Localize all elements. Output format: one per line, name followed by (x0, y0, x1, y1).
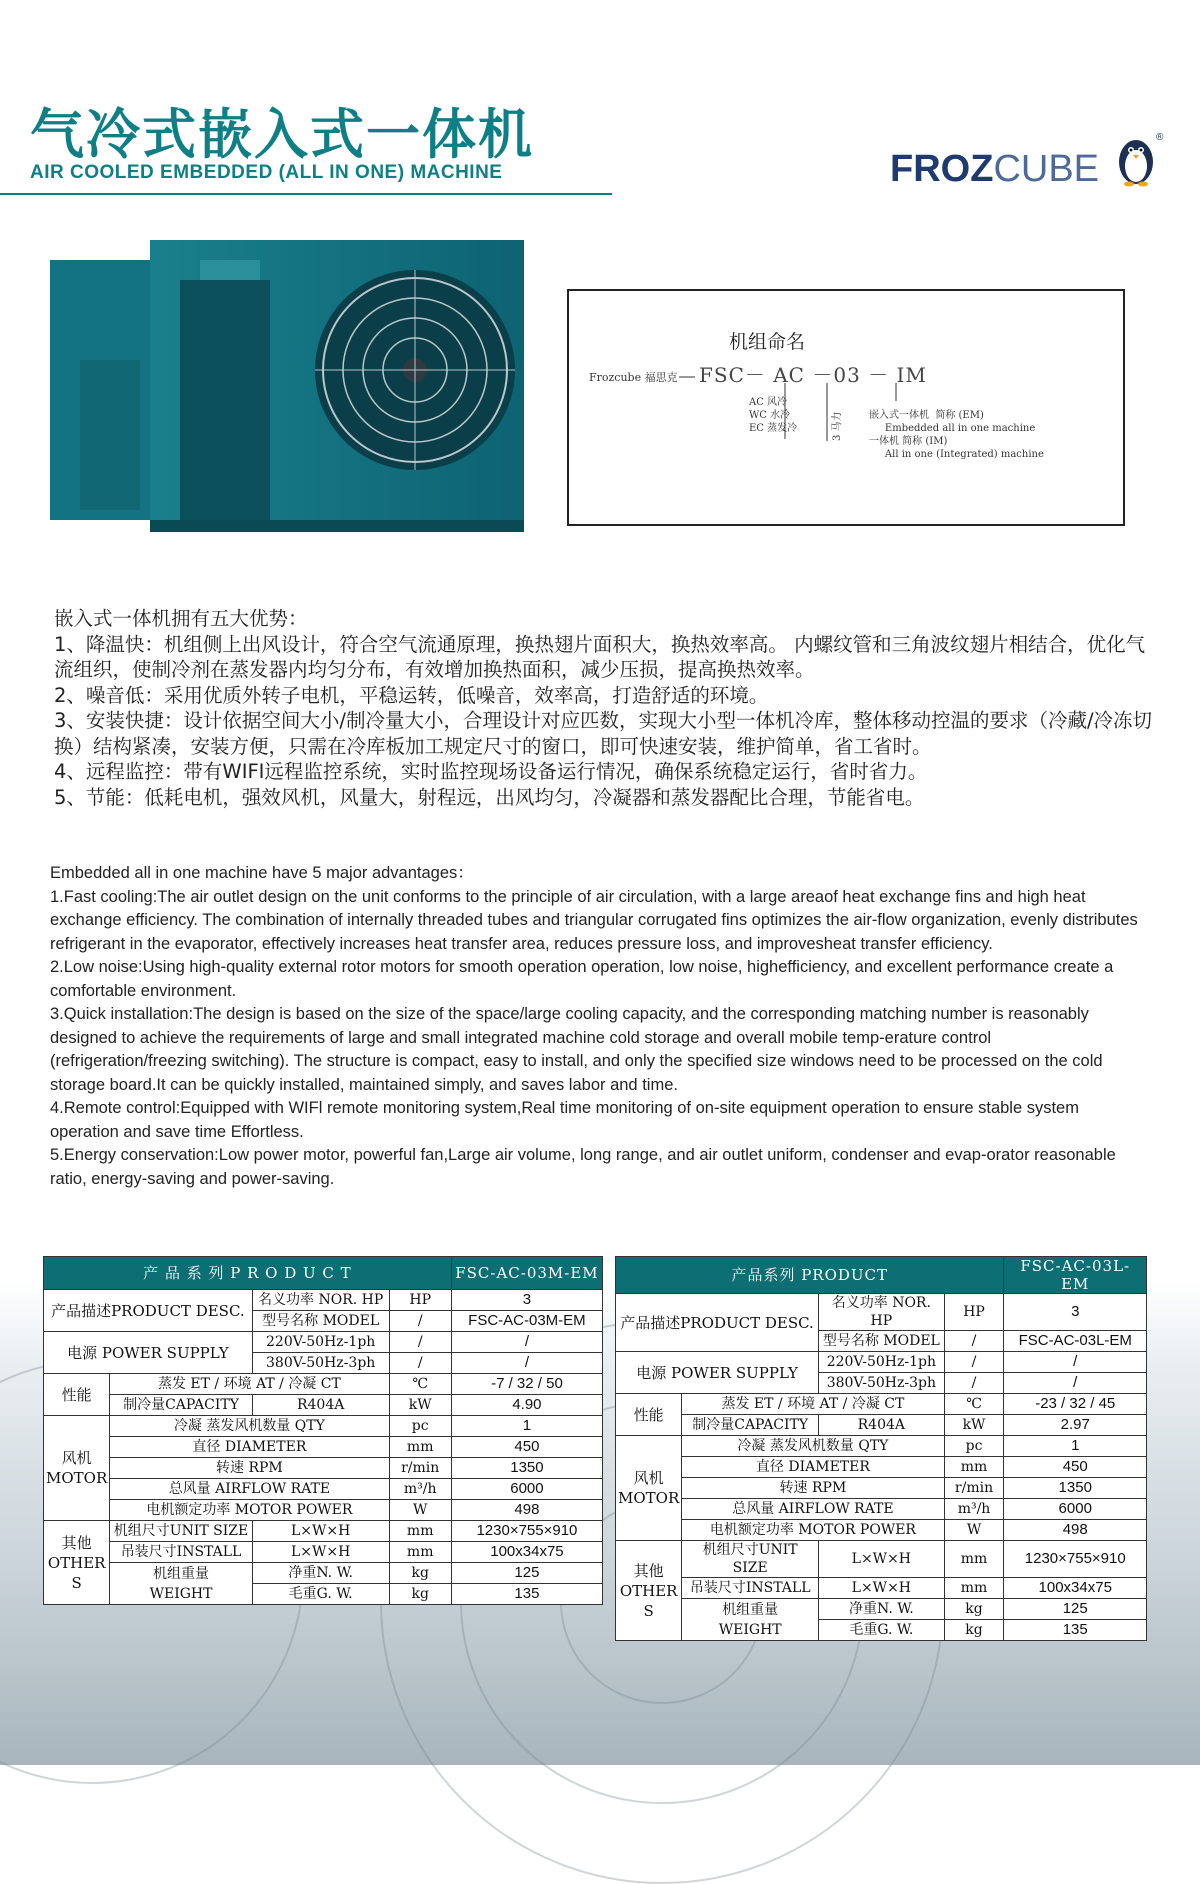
spec-table-03m (43, 1256, 603, 1605)
group-other: 其他 OTHER S (616, 1541, 682, 1641)
cell-unit: r/min (944, 1478, 1004, 1499)
cell-unit: mm (944, 1541, 1004, 1578)
table-head-label: 产品系列 PRODUCT (616, 1257, 1004, 1294)
cell-label: 电机额定功率 MOTOR POWER (682, 1520, 944, 1541)
cell-value: / (1004, 1352, 1147, 1373)
cell-label: 型号名称 MODEL (819, 1331, 944, 1352)
title-underline (0, 193, 612, 195)
cell-value: / (1004, 1373, 1147, 1394)
advantages-en-intro: Embedded all in one machine have 5 major advantages： (50, 864, 474, 882)
cell-label: 转速 RPM (682, 1478, 944, 1499)
cell-value: 498 (451, 1500, 602, 1521)
table-head-model: FSC-AC-03L-EM (1004, 1257, 1147, 1294)
group-performance: 性能 (44, 1374, 110, 1416)
cell-unit: HP (944, 1294, 1004, 1331)
cell-value: 100x34x75 (451, 1542, 602, 1563)
cell-label: 220V-50Hz-1ph (819, 1352, 944, 1373)
cell-label: 蒸发 ET / 环境 AT / 冷凝 CT (682, 1394, 944, 1415)
cell-unit: ℃ (389, 1374, 451, 1395)
advantage-en-4: 4.Remote control:Equipped with WIFl remote monitoring system,Real time monitoring of on-site equipment operation to ensure stable system operation and save time Effortless. (50, 1099, 1079, 1141)
cell-value: / (451, 1353, 602, 1374)
spec-table-03l (615, 1256, 1147, 1641)
group-other: 其他 OTHER S (44, 1521, 110, 1605)
cell-value: 3 (1004, 1294, 1147, 1331)
advantage-cn-2: 2、噪音低：采用优质外转子电机，平稳运转，低噪音，效率高，打造舒适的环境。 (54, 683, 769, 707)
model-naming-diagram (567, 289, 1125, 526)
naming-code: FSC－ AC －03 － IM (699, 363, 927, 387)
cell-unit: / (389, 1332, 451, 1353)
cell-value: 1 (451, 1416, 602, 1437)
cell-label: 名义功率 NOR. HP (819, 1294, 944, 1331)
cell-unit: ℃ (944, 1394, 1004, 1415)
cell-unit: / (944, 1352, 1004, 1373)
cell-value: 1230×755×910 (451, 1521, 602, 1542)
cell-unit: kW (944, 1415, 1004, 1436)
cell-label: 总风量 AIRFLOW RATE (110, 1479, 389, 1500)
advantage-cn-4: 4、远程监控：带有WIFI远程监控系统，实时监控现场设备运行情况，确保系统稳定运行，省时省力。 (54, 760, 928, 783)
cell-value: 3 (451, 1290, 602, 1311)
cell-label: 制冷量CAPACITY (110, 1395, 253, 1416)
naming-description: 嵌入式一体机 简称 (EM) Embedded all in one machine 一体机 简称 (IM) All in one (Integrated) machine (869, 410, 1044, 460)
cell-unit: kg (944, 1599, 1004, 1620)
cell-value: 450 (451, 1437, 602, 1458)
cell-value: 2.97 (1004, 1415, 1147, 1436)
cell-value: 1350 (1004, 1478, 1147, 1499)
cell-refrigerant: R404A (819, 1415, 944, 1436)
logo-bold-text: FROZ (890, 148, 994, 190)
naming-brand: Frozcube 福思克 (589, 371, 678, 384)
cell-value: FSC-AC-03L-EM (1004, 1331, 1147, 1352)
cell-value: 125 (451, 1563, 602, 1584)
cell-label: 220V-50Hz-1ph (252, 1332, 389, 1353)
cell-unit: / (389, 1353, 451, 1374)
cell-value: 450 (1004, 1457, 1147, 1478)
cell-unit: / (944, 1331, 1004, 1352)
group-performance: 性能 (616, 1394, 682, 1436)
cell-unit: m³/h (389, 1479, 451, 1500)
advantage-en-1: 1.Fast cooling:The air outlet design on the unit conforms to the principle of air circulation, with a large areaof heat exchange fins and high heat exchange efficiency. The combination of internally threaded tubes and triangular corrugated fins optimizes the air-flow organization, evenly distributes refrigerant in the evaporator, effectively increases heat transfer area, reduces pressure loss, and improvesheat transfer efficiency. (50, 887, 1138, 953)
group-desc: 产品描述PRODUCT DESC. (616, 1294, 819, 1352)
cell-label: 直径 DIAMETER (682, 1457, 944, 1478)
page-title-en: AIR COOLED EMBEDDED (ALL IN ONE) MACHINE (30, 162, 503, 183)
brand-logo (890, 148, 1099, 191)
cell-unit: kW (389, 1395, 451, 1416)
naming-connector-lines (569, 291, 1123, 524)
cell-value: 1230×755×910 (1004, 1541, 1147, 1578)
group-fan: 风机 MOTOR (44, 1416, 110, 1521)
cell-unit: mm (389, 1521, 451, 1542)
cell-value: 6000 (1004, 1499, 1147, 1520)
cell-unit: / (389, 1311, 451, 1332)
cell-label: 机组尺寸UNIT SIZE (682, 1541, 819, 1578)
cell-value: 6000 (451, 1479, 602, 1500)
table-head-model: FSC-AC-03M-EM (451, 1257, 602, 1290)
cell-label: 冷凝 蒸发风机数量 QTY (682, 1436, 944, 1457)
advantage-en-2: 2.Low noise:Using high-quality external rotor motors for smooth operation operation, low noise, highefficiency, and excellent performance create a comfortable environment. (50, 958, 1114, 1000)
cell-unit: W (944, 1520, 1004, 1541)
cell-label: 380V-50Hz-3ph (252, 1353, 389, 1374)
cell-label: 机组尺寸UNIT SIZE (110, 1521, 253, 1542)
cell-value: / (451, 1332, 602, 1353)
cell-label: 蒸发 ET / 环境 AT / 冷凝 CT (110, 1374, 389, 1395)
advantage-en-3: 3.Quick installation:The design is based on the size of the space/large cooling capacity, and the corresponding matching number is reasonably designed to achieve the requirements of large and small integrated machine cold storage and overall mobile temp-erature control (refrigeration/freezing switching). The structure is compact, easy to install, and only the specified size windows need to be processed on the cold storage board.It can be quickly installed, maintained simply, and saves labor and time. (50, 1005, 1103, 1094)
cell-dim: 净重N. W. (819, 1599, 944, 1620)
cell-dim: L×W×H (252, 1521, 389, 1542)
group-fan: 风机 MOTOR (616, 1436, 682, 1541)
cell-value: 135 (451, 1584, 602, 1605)
cell-label: 机组重量 WEIGHT (682, 1599, 819, 1641)
cell-value: 135 (1004, 1620, 1147, 1641)
cell-unit: mm (944, 1457, 1004, 1478)
advantage-cn-1: 1、降温快：机组侧上出风设计，符合空气流通原理，换热翅片面积大，换热效率高。 内螺纹管和三角波纹翅片相结合，优化气流组织，使制冷剂在蒸发器内均匀分布，有效增加换热面积，减少压损，提高换热效率。 (54, 632, 1146, 681)
cell-label: 总风量 AIRFLOW RATE (682, 1499, 944, 1520)
table-head-label: 产 品 系 列 P R O D U C T (44, 1257, 452, 1290)
cell-value: 125 (1004, 1599, 1147, 1620)
group-power: 电源 POWER SUPPLY (616, 1352, 819, 1394)
cell-dim: 毛重G. W. (819, 1620, 944, 1641)
cell-value: -7 / 32 / 50 (451, 1374, 602, 1395)
cell-label: 名义功率 NOR. HP (252, 1290, 389, 1311)
cell-unit: pc (944, 1436, 1004, 1457)
group-power: 电源 POWER SUPPLY (44, 1332, 253, 1374)
cell-value: FSC-AC-03M-EM (451, 1311, 602, 1332)
cell-label: 转速 RPM (110, 1458, 389, 1479)
penguin-logo-icon (1116, 128, 1164, 188)
page-title-cn: 气冷式嵌入式一体机 (30, 103, 534, 166)
cell-label: 电机额定功率 MOTOR POWER (110, 1500, 389, 1521)
cell-unit: m³/h (944, 1499, 1004, 1520)
logo-light-text: CUBE (993, 148, 1100, 190)
naming-hp-note: 3 马力 (832, 411, 843, 441)
cell-unit: mm (389, 1542, 451, 1563)
cell-unit: / (944, 1373, 1004, 1394)
cell-dim: 净重N. W. (252, 1563, 389, 1584)
advantages-cn-intro: 嵌入式一体机拥有五大优势： (54, 607, 308, 630)
cell-unit: pc (389, 1416, 451, 1437)
cell-unit: kg (389, 1563, 451, 1584)
advantage-cn-5: 5、节能：低耗电机，强效风机，风量大，射程远，出风均匀，冷凝器和蒸发器配比合理，节能省电。 (54, 785, 925, 809)
cell-refrigerant: R404A (252, 1395, 389, 1416)
advantages-en (50, 862, 1150, 1191)
cell-unit: r/min (389, 1458, 451, 1479)
cell-unit: kg (389, 1584, 451, 1605)
cell-dim: L×W×H (819, 1541, 944, 1578)
advantages-cn (54, 606, 1154, 810)
cell-value: 4.90 (451, 1395, 602, 1416)
cell-value: 1 (1004, 1436, 1147, 1457)
cell-unit: mm (389, 1437, 451, 1458)
cell-label: 吊装尺寸INSTALL (110, 1542, 253, 1563)
cell-dim: 毛重G. W. (252, 1584, 389, 1605)
naming-title: 机组命名 (729, 331, 806, 353)
cell-unit: kg (944, 1620, 1004, 1641)
cell-label: 型号名称 MODEL (252, 1311, 389, 1332)
cell-unit: W (389, 1500, 451, 1521)
cell-label: 380V-50Hz-3ph (819, 1373, 944, 1394)
cell-label: 直径 DIAMETER (110, 1437, 389, 1458)
cell-value: 1350 (451, 1458, 602, 1479)
cell-unit: HP (389, 1290, 451, 1311)
cell-label: 冷凝 蒸发风机数量 QTY (110, 1416, 389, 1437)
cell-label: 吊装尺寸INSTALL (682, 1578, 819, 1599)
machine-image (50, 240, 524, 540)
cell-label: 制冷量CAPACITY (682, 1415, 819, 1436)
advantage-en-5: 5.Energy conservation:Low power motor, powerful fan,Large air volume, long range, and air outlet uniform, condenser and evap-orator reasonable ratio, energy-saving and power-saving. (50, 1146, 1116, 1188)
cell-unit: mm (944, 1578, 1004, 1599)
advantage-cn-3: 3、安装快捷：设计依据空间大小/制冷量大小，合理设计对应匹数，实现大小型一体机冷库，整体移动控温的要求（冷藏/冷冻切换）结构紧凑，安装方便，只需在冷库板加工规定尺寸的窗口，即可快速安装，维护简单，省工省时。 (54, 709, 1153, 758)
registered-mark: ® (1156, 132, 1164, 143)
cell-dim: L×W×H (252, 1542, 389, 1563)
group-desc: 产品描述PRODUCT DESC. (44, 1290, 253, 1332)
naming-type-options: AC 风冷 WC 水冷 EC 蒸发冷 (749, 397, 798, 434)
cell-value: 100x34x75 (1004, 1578, 1147, 1599)
cell-dim: L×W×H (819, 1578, 944, 1599)
cell-value: -23 / 32 / 45 (1004, 1394, 1147, 1415)
cell-label: 机组重量 WEIGHT (110, 1563, 253, 1605)
cell-value: 498 (1004, 1520, 1147, 1541)
